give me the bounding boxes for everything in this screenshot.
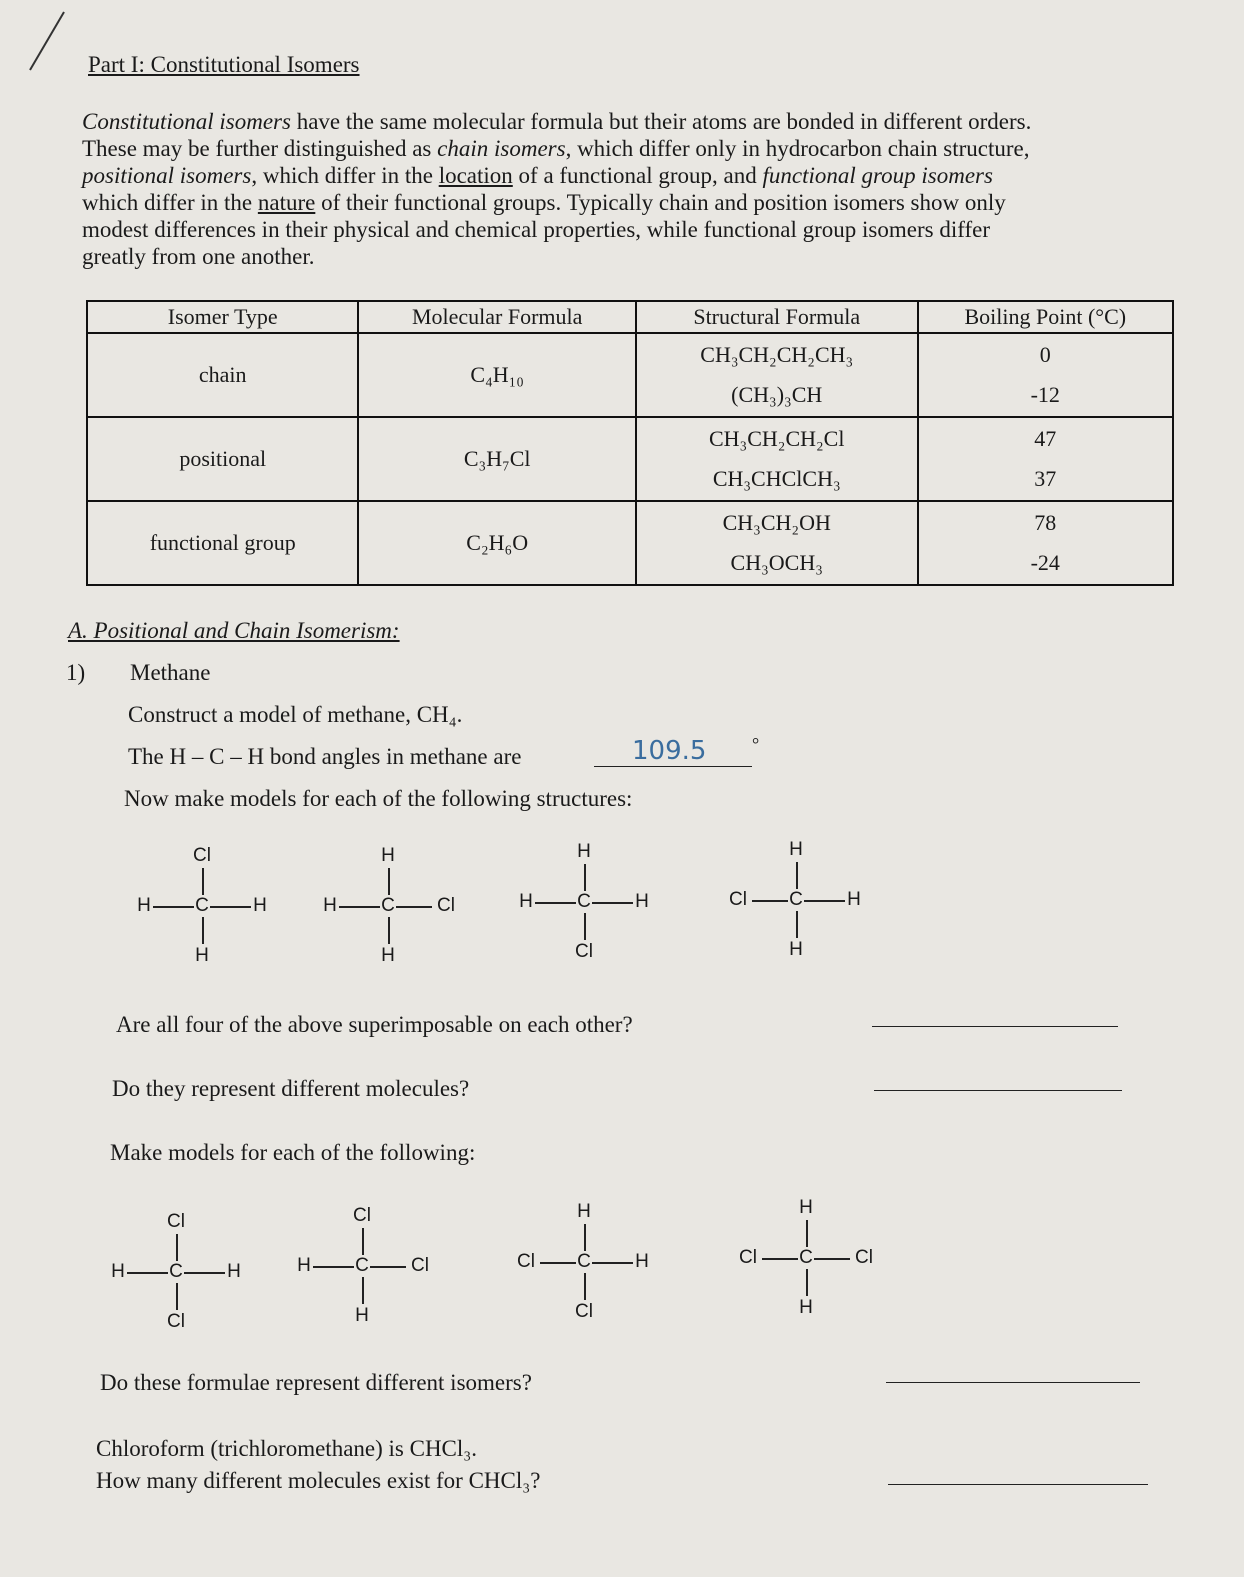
top-atom: Cl: [353, 1205, 371, 1226]
models-instruction: Now make models for each of the following structures:: [124, 786, 633, 811]
bond-line: [584, 1273, 586, 1300]
top-atom: H: [381, 845, 395, 866]
column-header: Molecular Formula: [358, 301, 635, 333]
left-atom: H: [137, 895, 151, 916]
structural-formula: CH₃CH₂CH₂CH₃: [700, 342, 854, 367]
structural-formula: CH₃CH₂CH₂Cl: [708, 426, 845, 451]
bond-line: [176, 1283, 178, 1310]
table-header-row: [87, 301, 1173, 333]
underlined-location: location: [438, 163, 513, 188]
bond-line: [584, 913, 586, 940]
carbon-atom: C: [577, 891, 591, 912]
bond-line: [796, 911, 798, 938]
bottom-atom: Cl: [167, 1311, 185, 1332]
bond-line: [806, 1220, 808, 1247]
bond-line: [388, 917, 390, 944]
chcl3-count-question: How many different molecules exist for CHCl₃?: [96, 1468, 541, 1493]
boiling-point-cell: [918, 501, 1173, 585]
superimposable-answer-line[interactable]: [872, 1026, 1118, 1027]
column-header: Structural Formula: [636, 301, 918, 333]
methane-heading: Methane: [130, 660, 211, 685]
bond-line: [362, 1228, 364, 1255]
carbon-atom: C: [789, 889, 803, 910]
left-atom: Cl: [517, 1251, 535, 1272]
intro-text: which differ in the: [82, 190, 258, 215]
bond-line: [584, 864, 586, 891]
make-models-instruction: Make models for each of the following:: [110, 1140, 476, 1165]
section-a-heading: A. Positional and Chain Isomerism:: [68, 618, 400, 643]
intro-paragraph: [82, 108, 1162, 270]
left-atom: Cl: [739, 1247, 757, 1268]
bond-line: [584, 1224, 586, 1251]
bond-line: [184, 1272, 225, 1274]
underlined-nature: nature: [257, 190, 316, 215]
table-row: [87, 417, 1173, 501]
bond-angle-question: The H – C – H bond angles in methane are: [128, 744, 522, 769]
left-atom: H: [519, 891, 533, 912]
bond-line: [752, 900, 788, 902]
bond-line: [127, 1272, 168, 1274]
bottom-atom: H: [195, 945, 209, 966]
structural-formula-cell: [636, 333, 918, 417]
isomers-question: Do these formulae represent different isomers?: [100, 1370, 532, 1395]
part-title: Part I: Constitutional Isomers: [88, 52, 360, 77]
right-atom: H: [635, 1251, 649, 1272]
different-molecules-question: Do they represent different molecules?: [112, 1076, 470, 1101]
molecular-formula-cell: C₂H₆O: [358, 501, 635, 585]
column-header: Isomer Type: [87, 301, 358, 333]
structural-formula-cell: [636, 501, 918, 585]
boiling-point: 47: [1034, 426, 1057, 451]
right-atom: Cl: [855, 1247, 873, 1268]
top-atom: H: [799, 1197, 813, 1218]
boiling-point: -24: [1030, 550, 1060, 575]
top-atom: Cl: [193, 845, 211, 866]
structural-formula: CH₃CHClCH₃: [712, 466, 841, 491]
structural-formula: CH₃CH₂OH: [722, 510, 831, 535]
chcl3-count-answer-line[interactable]: [888, 1484, 1148, 1485]
question-number: 1): [66, 660, 86, 685]
bond-line: [535, 902, 576, 904]
bottom-atom: H: [799, 1297, 813, 1318]
bond-line: [814, 1258, 850, 1260]
bond-line: [762, 1258, 798, 1260]
carbon-atom: C: [799, 1247, 813, 1268]
bond-line: [362, 1277, 364, 1304]
left-atom: H: [297, 1255, 311, 1276]
different-molecules-answer-line[interactable]: [874, 1090, 1122, 1091]
left-atom: H: [111, 1261, 125, 1282]
intro-text: of a functional group, and: [512, 163, 763, 188]
degree-symbol: °: [752, 734, 760, 754]
bond-line: [796, 862, 798, 889]
bond-line: [202, 868, 204, 895]
bond-line: [370, 1266, 406, 1268]
right-atom: Cl: [411, 1255, 429, 1276]
left-atom: Cl: [729, 889, 747, 910]
term-positional: positional isomers: [82, 163, 252, 188]
bond-line: [153, 906, 194, 908]
carbon-atom: C: [169, 1261, 183, 1282]
bond-line: [388, 868, 390, 895]
isomer-type-cell: positional: [87, 417, 358, 501]
isomer-type-cell: functional group: [87, 501, 358, 585]
bond-line: [804, 900, 845, 902]
bond-line: [176, 1234, 178, 1261]
bottom-atom: H: [381, 945, 395, 966]
bottom-atom: Cl: [575, 941, 593, 962]
bond-line: [313, 1266, 354, 1268]
bottom-atom: Cl: [575, 1301, 593, 1322]
term-constitutional: Constitutional isomers: [82, 109, 291, 134]
boiling-point: 37: [1034, 466, 1057, 491]
top-atom: H: [789, 839, 803, 860]
chloroform-statement: Chloroform (trichloromethane) is CHCl₃.: [96, 1436, 478, 1461]
structural-formula-cell: [636, 417, 918, 501]
intro-text: These may be further distinguished as: [82, 136, 438, 161]
column-header: Boiling Point (°C): [918, 301, 1173, 333]
intro-text: , which differ in the: [251, 163, 439, 188]
right-atom: Cl: [437, 895, 455, 916]
right-atom: H: [227, 1261, 241, 1282]
top-atom: H: [577, 1201, 591, 1222]
construct-instruction: Construct a model of methane, CH₄.: [128, 702, 463, 727]
bond-line: [396, 906, 432, 908]
carbon-atom: C: [195, 895, 209, 916]
intro-text: , which differ only in hydrocarbon chain structure,: [565, 136, 1030, 161]
boiling-point: 78: [1034, 510, 1057, 535]
right-atom: H: [253, 895, 267, 916]
term-chain: chain isomers: [437, 136, 566, 161]
bond-line: [592, 1262, 633, 1264]
bond-angle-handwritten-answer: 109.5: [632, 736, 707, 766]
table-row: [87, 333, 1173, 417]
carbon-atom: C: [381, 895, 395, 916]
boiling-point-cell: [918, 417, 1173, 501]
bottom-atom: H: [789, 939, 803, 960]
table-row: [87, 501, 1173, 585]
bond-line: [210, 906, 251, 908]
bond-angle-answer-line[interactable]: [594, 766, 752, 767]
boiling-point: 0: [1039, 342, 1051, 367]
pen-mark: [20, 6, 80, 76]
molecular-formula-cell: C₃H₇Cl: [358, 417, 635, 501]
bond-line: [202, 917, 204, 944]
superimposable-question: Are all four of the above superimposable on each other?: [116, 1012, 633, 1037]
bond-line: [540, 1262, 576, 1264]
top-atom: H: [577, 841, 591, 862]
structural-formula: CH₃OCH₃: [730, 550, 823, 575]
carbon-atom: C: [577, 1251, 591, 1272]
intro-text: greatly from one another.: [82, 244, 315, 269]
isomer-type-cell: chain: [87, 333, 358, 417]
bond-line: [592, 902, 633, 904]
bottom-atom: H: [355, 1305, 369, 1326]
isomers-answer-line[interactable]: [886, 1382, 1140, 1383]
carbon-atom: C: [355, 1255, 369, 1276]
molecular-formula-cell: C₄H₁₀: [358, 333, 635, 417]
bond-line: [339, 906, 380, 908]
intro-text: have the same molecular formula but their atoms are bonded in different orders.: [290, 109, 1032, 134]
structural-formula: (CH₃)₃CH: [731, 382, 823, 407]
right-atom: H: [635, 891, 649, 912]
term-functional: functional group isomers: [762, 163, 993, 188]
bond-line: [806, 1269, 808, 1296]
top-atom: Cl: [167, 1211, 185, 1232]
intro-text: modest differences in their physical and chemical properties, while functional group isomers differ: [82, 217, 991, 242]
isomer-table: [86, 300, 1174, 586]
boiling-point-cell: [918, 333, 1173, 417]
boiling-point: -12: [1030, 382, 1060, 407]
intro-text: of their functional groups. Typically chain and position isomers show only: [315, 190, 1006, 215]
right-atom: H: [847, 889, 861, 910]
left-atom: H: [323, 895, 337, 916]
